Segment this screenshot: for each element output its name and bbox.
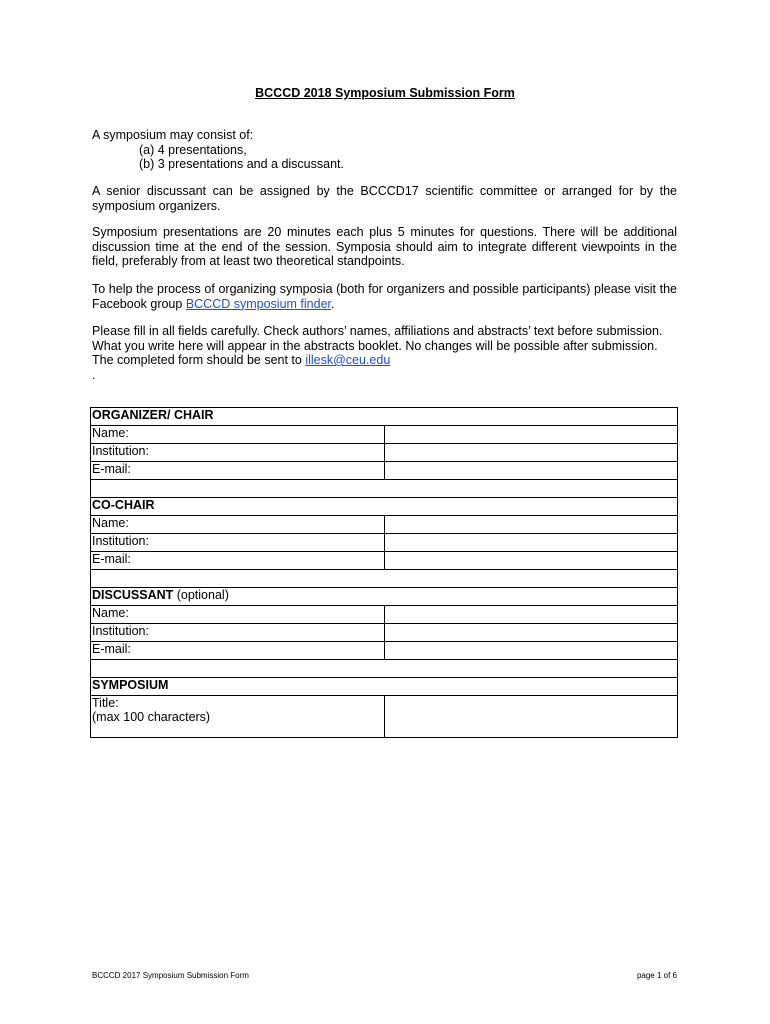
symposium-title-label: Title:: [92, 696, 119, 710]
cochair-email-label: E-mail:: [91, 552, 385, 570]
discussant-heading-note: (optional): [173, 588, 229, 602]
facebook-paragraph: [92, 282, 677, 311]
intro-option-a: (a) 4 presentations,: [139, 142, 247, 157]
cochair-institution-label: Institution:: [91, 534, 385, 552]
instructions-text: Please fill in all fields carefully. Check authors’ names, affiliations and abstracts’ text before submission. What you write here will appear in the abstracts booklet. No changes will be possible after submission. The completed form should be sent to: [92, 324, 663, 367]
facebook-text: To help the process of organizing symposia (both for organizers and possible participants) please visit the Facebook group: [92, 282, 677, 311]
discussant-name-row: [91, 606, 678, 624]
discussant-email-row: [91, 642, 678, 660]
intro-block: [92, 128, 677, 172]
presentations-paragraph: Symposium presentations are 20 minutes each plus 5 minutes for questions. There will be additional discussion time at the end of the session. Symposia should aim to integrate different viewpoints in the field, preferably from at least two theoretical standpoints.: [92, 225, 677, 268]
cochair-name-field[interactable]: [384, 516, 678, 534]
discussant-heading: [91, 588, 678, 606]
facebook-group-link[interactable]: BCCCD symposium finder: [185, 296, 331, 311]
discussant-name-field[interactable]: [384, 606, 678, 624]
submission-form-table: [90, 407, 678, 738]
organizer-name-label: Name:: [91, 426, 385, 444]
cochair-name-row: [91, 516, 678, 534]
footer-page-number: page 1 of 6: [636, 971, 677, 980]
cochair-heading-row: [91, 498, 678, 516]
discussant-heading-row: [91, 588, 678, 606]
organizer-email-field[interactable]: [384, 462, 678, 480]
discussant-email-field[interactable]: [384, 642, 678, 660]
organizer-institution-label: Institution:: [91, 444, 385, 462]
spacer-row: [91, 660, 678, 678]
symposium-heading: SYMPOSIUM: [91, 678, 678, 696]
discussant-institution-row: [91, 624, 678, 642]
organizer-heading-row: [91, 408, 678, 426]
discussant-institution-field[interactable]: [384, 624, 678, 642]
instructions-paragraph: [92, 324, 677, 382]
organizer-email-label: E-mail:: [91, 462, 385, 480]
cochair-email-row: [91, 552, 678, 570]
senior-discussant-paragraph: A senior discussant can be assigned by the BCCCD17 scientific committee or arranged for by the symposium organizers.: [92, 184, 677, 213]
intro-lead: A symposium may consist of:: [92, 128, 254, 142]
discussant-name-label: Name:: [91, 606, 385, 624]
cochair-heading: CO-CHAIR: [91, 498, 678, 516]
symposium-title-note: (max 100 characters): [92, 710, 211, 724]
spacer-cell: [91, 660, 678, 678]
symposium-title-row: [91, 696, 678, 738]
spacer-cell: [91, 570, 678, 588]
symposium-heading-row: [91, 678, 678, 696]
spacer-cell: [91, 480, 678, 498]
spacer-row: [91, 570, 678, 588]
cochair-institution-row: [91, 534, 678, 552]
symposium-title-field[interactable]: [384, 696, 678, 738]
symposium-title-label-cell: [91, 696, 385, 738]
organizer-institution-field[interactable]: [384, 444, 678, 462]
discussant-institution-label: Institution:: [91, 624, 385, 642]
footer-document-name: BCCCD 2017 Symposium Submission Form: [92, 971, 249, 980]
organizer-institution-row: [91, 444, 678, 462]
cochair-institution-field[interactable]: [384, 534, 678, 552]
cochair-email-field[interactable]: [384, 552, 678, 570]
intro-option-b: (b) 3 presentations and a discussant.: [139, 157, 344, 171]
organizer-name-row: [91, 426, 678, 444]
discussant-heading-label: DISCUSSANT: [92, 588, 174, 602]
organizer-heading: ORGANIZER/ CHAIR: [91, 408, 678, 426]
page-title: BCCCD 2018 Symposium Submission Form: [255, 86, 515, 100]
discussant-email-label: E-mail:: [91, 642, 385, 660]
instructions-dot: .: [92, 367, 96, 382]
facebook-after: .: [331, 296, 335, 311]
cochair-name-label: Name:: [91, 516, 385, 534]
organizer-email-row: [91, 462, 678, 480]
submission-email-link[interactable]: illesk@ceu.edu: [305, 353, 391, 367]
organizer-name-field[interactable]: [384, 426, 678, 444]
spacer-row: [91, 480, 678, 498]
